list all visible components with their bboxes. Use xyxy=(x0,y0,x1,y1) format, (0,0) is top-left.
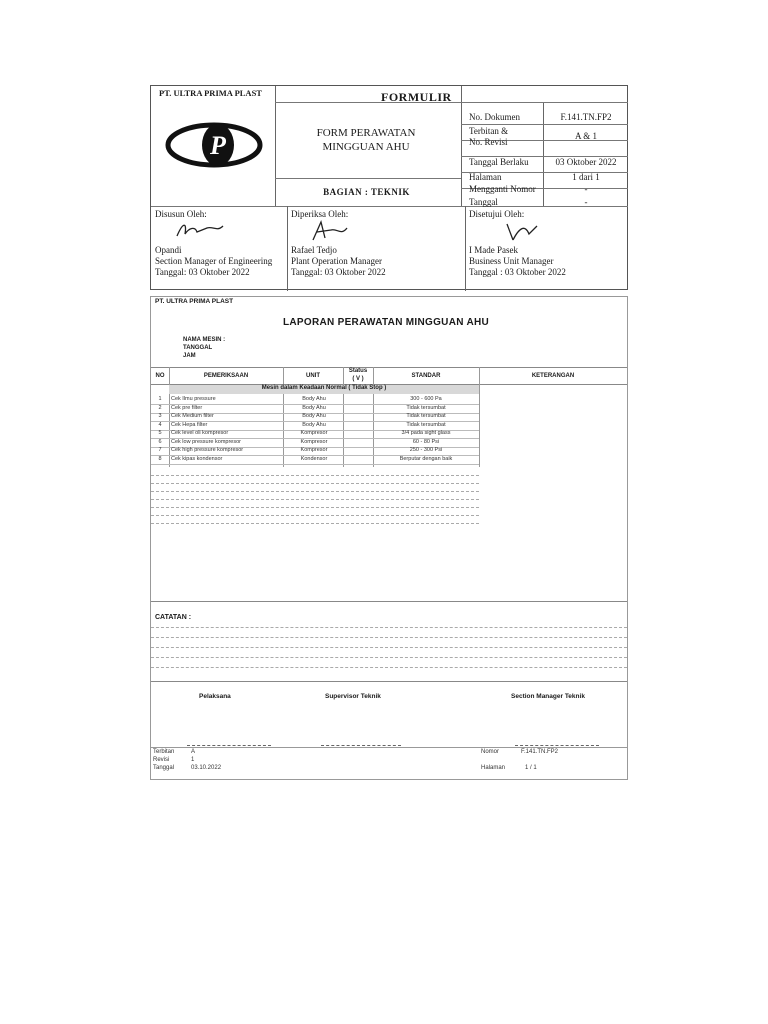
signature-title: Diperiksa Oleh: xyxy=(291,209,349,219)
row-unit: Body Ahu xyxy=(302,396,326,402)
meta-value-mengganti: - xyxy=(584,184,588,194)
row-no: 4 xyxy=(158,421,162,428)
meta-label-terbitan: Terbitan & xyxy=(469,126,509,136)
row-standar: 60 - 80 Psi xyxy=(412,438,440,445)
row-item: Cek Medium filter xyxy=(171,413,214,419)
row-standar: 3/4 pada sight glass xyxy=(401,430,451,436)
meta-label-tanggal: Tanggal xyxy=(469,197,498,207)
footer-terbitan-label: Terbitan xyxy=(153,749,175,755)
sign-supervisor: Supervisor Teknik xyxy=(325,693,381,700)
signature-name: Opandi xyxy=(155,245,182,255)
handwritten-signature xyxy=(307,220,367,242)
col-pemeriksaan: PEMERIKSAAN xyxy=(203,373,249,379)
footer-revisi-label: Revisi xyxy=(153,757,170,763)
form-name xyxy=(276,126,456,154)
status-checkbox[interactable] xyxy=(346,439,370,446)
department-label: BAGIAN : TEKNIK xyxy=(323,187,410,197)
row-item: Cek high pressure kompresor xyxy=(171,447,244,453)
footer-terbitan-value: A xyxy=(191,749,196,755)
row-unit: Kompresor xyxy=(300,438,328,445)
signature-disetujui xyxy=(469,209,627,278)
signature-role: Business Unit Manager xyxy=(469,256,554,266)
status-checkbox[interactable] xyxy=(346,396,370,403)
footer-nomor-value: F.141.TN.FP2 xyxy=(521,749,559,755)
logo-letter: P xyxy=(210,131,226,160)
maintenance-report xyxy=(150,296,628,780)
row-no: 7 xyxy=(158,447,162,453)
row-standar: Tidak tersumbat xyxy=(406,404,446,411)
row-no: 2 xyxy=(158,404,162,411)
col-no: NO xyxy=(155,373,165,379)
row-no: 6 xyxy=(158,438,162,445)
row-unit: Kondensor xyxy=(300,455,328,462)
row-no: 3 xyxy=(158,413,162,419)
row-item: Cek low pressure kompresor xyxy=(171,438,241,445)
status-checkbox[interactable] xyxy=(346,405,370,412)
row-standar: Tidak tersumbat xyxy=(406,421,446,428)
report-company: PT. ULTRA PRIMA PLAST xyxy=(155,298,234,305)
footer-tanggal-label: Tanggal xyxy=(153,765,175,771)
sign-section-manager: Section Manager Teknik xyxy=(511,693,585,700)
status-checkbox[interactable] xyxy=(346,413,370,420)
col-standar: STANDAR xyxy=(411,373,441,379)
signature-name: I Made Pasek xyxy=(469,245,518,255)
meta-label-tanggal-berlaku: Tanggal Berlaku xyxy=(469,157,529,167)
handwritten-signature xyxy=(173,220,233,242)
field-jam: JAM xyxy=(183,353,196,359)
row-item: Cek Hepa filter xyxy=(171,421,208,428)
form-header xyxy=(150,85,628,290)
signature-diperiksa xyxy=(291,209,463,278)
meta-value-tanggal: - xyxy=(584,197,588,207)
status-checkbox[interactable] xyxy=(346,456,370,463)
row-no: 5 xyxy=(158,430,162,436)
col-unit: UNIT xyxy=(306,373,320,379)
table-row xyxy=(151,456,479,465)
footer-revisi-value: 1 xyxy=(191,757,195,763)
row-unit: Body Ahu xyxy=(302,413,326,419)
signature-role: Section Manager of Engineering xyxy=(155,256,273,266)
row-standar: Berputar dengan baik xyxy=(399,455,453,462)
sign-pelaksana: Pelaksana xyxy=(199,693,231,700)
form-name-line1: FORM PERAWATAN xyxy=(316,127,416,139)
row-unit: Kompresor xyxy=(300,430,328,436)
meta-label-no-revisi: No. Revisi xyxy=(469,137,508,147)
row-standar: 250 - 300 Psi xyxy=(409,447,443,453)
row-standar: Tidak tersumbat xyxy=(406,413,446,419)
row-unit: Body Ahu xyxy=(302,421,326,428)
signature-role: Plant Operation Manager xyxy=(291,256,382,266)
row-unit: Body Ahu xyxy=(302,404,326,411)
footer-nomor-label: Nomor xyxy=(481,749,500,755)
footer-tanggal-value: 03.10.2022 xyxy=(191,765,222,771)
handwritten-signature xyxy=(499,220,559,242)
meta-value-revisi: A & 1 xyxy=(574,131,597,141)
signature-date: Tanggal: 03 Oktober 2022 xyxy=(291,267,386,277)
row-item: Cek kipas kondensor xyxy=(171,455,223,462)
row-no: 8 xyxy=(158,455,162,462)
meta-label-no-dokumen: No. Dokumen xyxy=(469,112,520,122)
field-tanggal: TANGGAL xyxy=(183,345,213,351)
formulir-title: FORMULIR xyxy=(381,90,452,104)
status-checkbox[interactable] xyxy=(346,430,370,437)
footer-halaman-label: Halaman xyxy=(481,765,506,771)
company-logo xyxy=(165,120,263,170)
status-checkbox[interactable] xyxy=(346,447,370,454)
row-item: Cek pre filter xyxy=(171,404,203,411)
meta-value-tanggal-berlaku: 03 Oktober 2022 xyxy=(555,157,617,167)
form-name-line2: MINGGUAN AHU xyxy=(322,141,410,153)
signature-name: Rafael Tedjo xyxy=(291,245,337,255)
row-no: 1 xyxy=(158,396,162,402)
col-status-v: ( V ) xyxy=(352,376,364,382)
status-checkbox[interactable] xyxy=(346,422,370,429)
report-title: LAPORAN PERAWATAN MINGGUAN AHU xyxy=(282,317,490,328)
signature-date: Tanggal : 03 Oktober 2022 xyxy=(469,267,566,277)
row-standar: 300 - 600 Pa xyxy=(410,396,442,402)
meta-value-halaman: 1 dari 1 xyxy=(572,172,600,182)
col-status: Status xyxy=(348,368,368,374)
row-item: Cek level oli kompresor xyxy=(171,430,229,436)
signature-title: Disusun Oleh: xyxy=(155,209,207,219)
meta-value-no-dokumen: F.141.TN.FP2 xyxy=(560,112,612,122)
field-nama-mesin: NAMA MESIN : xyxy=(183,337,226,343)
signature-date: Tanggal: 03 Oktober 2022 xyxy=(155,267,250,277)
row-unit: Kompresor xyxy=(300,447,328,453)
meta-label-mengganti: Mengganti Nomor xyxy=(469,184,536,194)
catatan-label: CATATAN : xyxy=(155,614,192,621)
footer-halaman-value: 1 / 1 xyxy=(525,765,537,771)
signature-title: Disetujui Oleh: xyxy=(469,209,525,219)
signature-disusun xyxy=(155,209,285,278)
section-header: Mesin dalam Keadaan Normal ( Tidak Stop ) xyxy=(169,385,479,394)
meta-label-halaman: Halaman xyxy=(469,172,502,182)
company-name: PT. ULTRA PRIMA PLAST xyxy=(159,88,262,98)
row-item: Cek Ilmu pressure xyxy=(171,396,216,402)
col-keterangan: KETERANGAN xyxy=(531,373,575,379)
